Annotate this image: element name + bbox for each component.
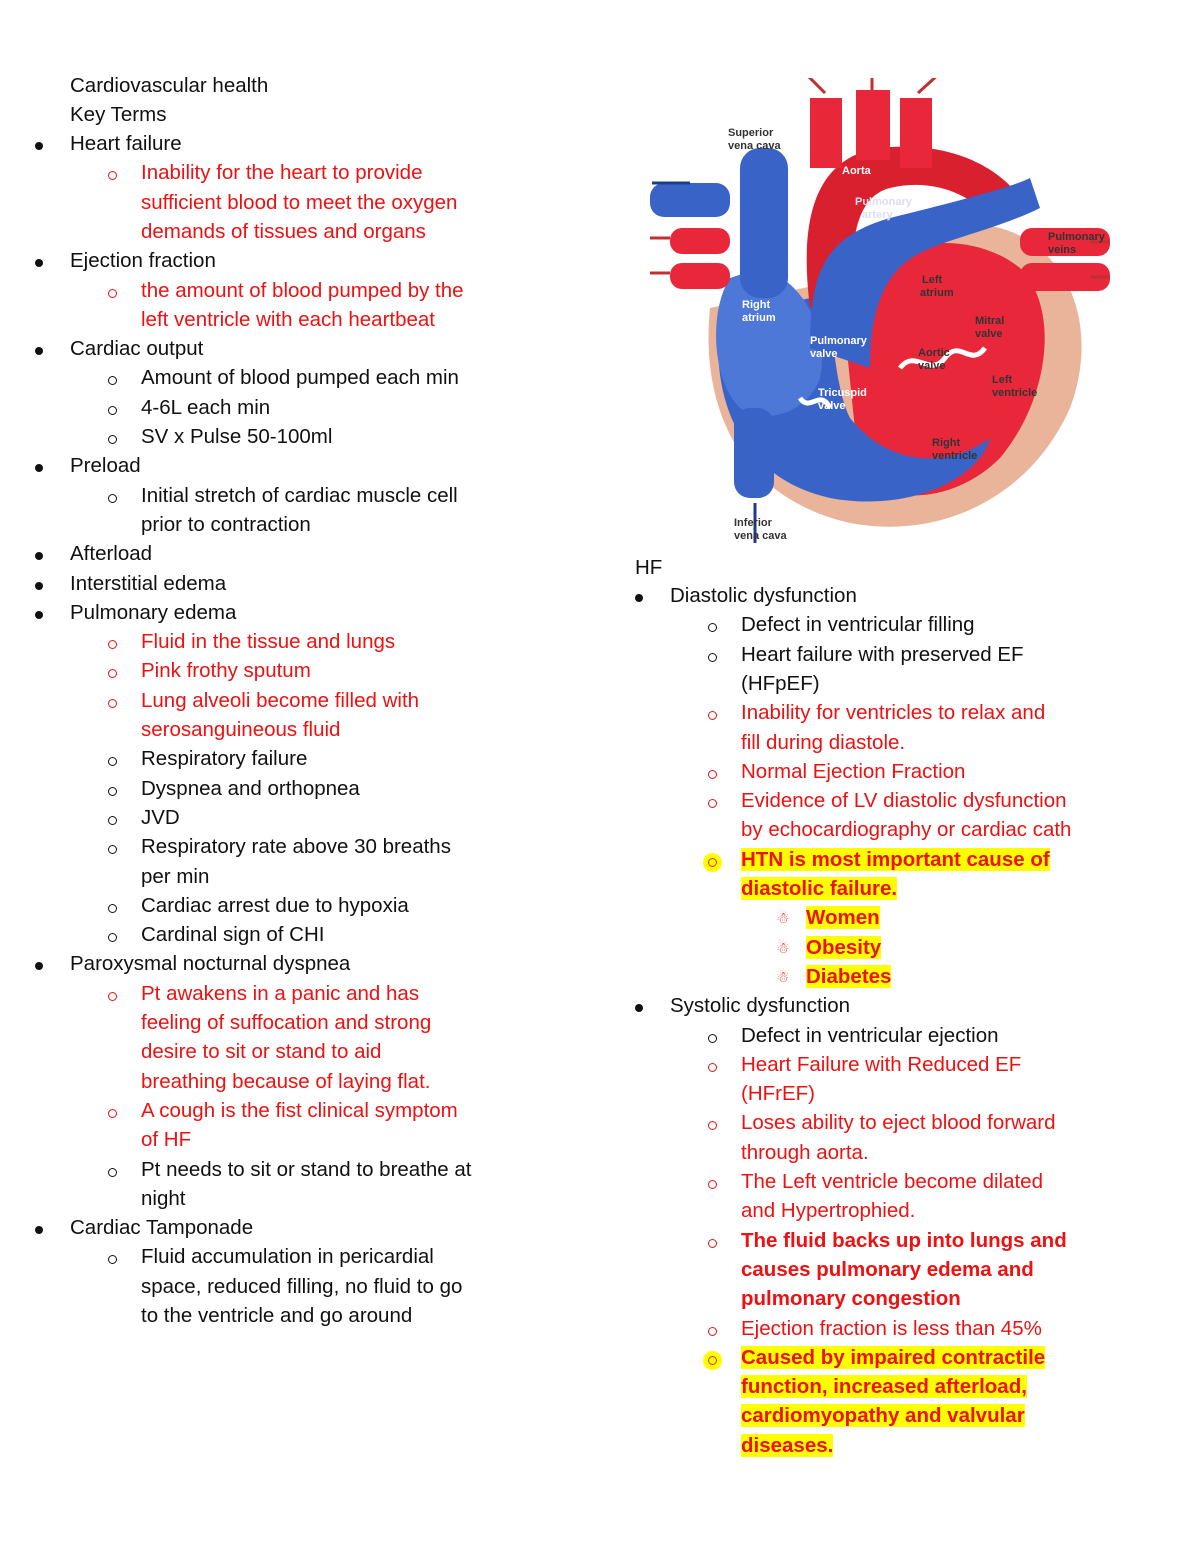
bullet-circle	[708, 711, 717, 720]
list-item-text: by echocardiography or cardiac cath	[741, 818, 1072, 842]
list-item-text: desire to sit or stand to aid	[141, 1040, 382, 1064]
label-pulmonary-valve: Pulmonary	[810, 335, 867, 347]
list-item-text: and Hypertrophied.	[741, 1199, 916, 1223]
list-item	[741, 1023, 999, 1051]
list-item	[141, 776, 360, 804]
list-item-text: Initial stretch of cardiac muscle cell	[141, 483, 458, 507]
list-item-text: diastolic failure.	[741, 877, 898, 900]
bullet-circle	[108, 289, 117, 298]
list-item	[741, 759, 965, 787]
list-item	[141, 1069, 430, 1097]
list-item-text: Heart Failure with Reduced EF	[741, 1052, 1022, 1076]
list-item-text: Loses ability to eject blood forward	[741, 1111, 1056, 1135]
bullet-dot	[635, 1004, 643, 1012]
list-item-text: demands of tissues and organs	[141, 219, 426, 243]
list-item-text: Preload	[70, 454, 141, 478]
bullet-dot	[35, 142, 43, 150]
list-item-text: Normal Ejection Fraction	[741, 759, 966, 783]
list-item	[141, 1157, 471, 1185]
list-item	[141, 864, 209, 892]
label-aortic-valve: Aortic	[918, 347, 950, 359]
list-item	[141, 1098, 458, 1126]
bullet-circle	[108, 171, 117, 180]
bullet-circle	[708, 1121, 717, 1130]
bullet-circle	[108, 757, 117, 766]
doc-subtitle: Key Terms	[70, 103, 167, 126]
list-item-text: Ejection fraction is less than 45%	[741, 1316, 1042, 1340]
bullet-circle	[108, 699, 117, 708]
list-item	[70, 1215, 253, 1243]
list-item	[741, 1081, 815, 1109]
bullet-dot	[35, 611, 43, 619]
bullet-circle	[108, 816, 117, 825]
list-item	[141, 1303, 412, 1331]
list-item-text: of HF	[141, 1128, 192, 1152]
list-item	[741, 1433, 833, 1461]
list-item	[141, 805, 180, 833]
list-item-text: Cardiac Tamponade	[70, 1216, 254, 1240]
bullet-circle	[708, 653, 717, 662]
bullet-circle	[108, 992, 117, 1001]
list-item-text: the amount of blood pumped by the	[141, 278, 464, 302]
list-item-text: Interstitial edema	[70, 571, 227, 595]
svg-text:veins: veins	[1048, 244, 1077, 256]
label-left-atrium: Left	[922, 274, 943, 286]
bullet-circle	[108, 1168, 117, 1177]
list-item	[141, 629, 395, 657]
list-item	[741, 671, 820, 699]
list-item	[806, 905, 880, 933]
list-item-text: Inability for ventricles to relax and	[741, 701, 1046, 725]
list-item	[141, 1010, 431, 1038]
label-superior-vena-cava: Superior	[728, 127, 774, 139]
bullet-circle	[708, 770, 717, 779]
hf-heading: HF	[635, 556, 663, 579]
list-item-text: breathing because of laying flat.	[141, 1069, 431, 1093]
list-item	[141, 981, 419, 1009]
list-item-text: Diastolic dysfunction	[670, 584, 857, 607]
bullet-circle	[108, 787, 117, 796]
list-item-text: fill during diastole.	[741, 730, 906, 754]
list-item	[741, 700, 1045, 728]
label-right-ventricle: Right	[932, 437, 961, 449]
list-item	[70, 600, 236, 628]
list-item-text: Lung alveoli become filled with	[141, 688, 420, 712]
bullet-circle	[708, 1327, 717, 1336]
bullet-dot	[635, 594, 643, 602]
bullet-dot	[35, 259, 43, 267]
list-item	[141, 395, 270, 423]
list-item-text: Respiratory failure	[141, 747, 308, 771]
list-item-text: Cardinal sign of CHI	[141, 923, 325, 947]
bullet-dot	[35, 962, 43, 970]
list-item	[741, 1316, 1042, 1344]
bullet-circle	[708, 1239, 717, 1248]
list-item-text: Pink frothy sputum	[141, 659, 311, 683]
pulmonary-vein-4	[670, 263, 730, 289]
wingding-bullet-icon: ☃	[776, 939, 790, 957]
list-item	[741, 1198, 915, 1226]
label-aorta: Aorta	[842, 165, 871, 177]
bullet-circle	[108, 640, 117, 649]
list-item-text: Systolic dysfunction	[670, 994, 851, 1018]
list-item	[741, 1169, 1043, 1197]
list-item	[741, 612, 975, 640]
bullet-circle	[708, 858, 717, 867]
list-item	[70, 571, 226, 599]
list-item	[70, 248, 216, 276]
bullet-dot	[35, 347, 43, 355]
list-item-text: per min	[141, 864, 210, 888]
label-pulmonary-artery: Pulmonary	[855, 196, 912, 208]
bullet-circle	[108, 933, 117, 942]
list-item	[141, 190, 457, 218]
svg-text:valve: valve	[918, 360, 946, 372]
list-item-text: Cardiac output	[70, 337, 204, 361]
bullet-circle	[108, 494, 117, 503]
list-item	[141, 893, 409, 921]
bullet-circle	[108, 406, 117, 415]
list-item-text: through aorta.	[741, 1140, 869, 1164]
list-item	[741, 817, 1071, 845]
list-item	[141, 278, 464, 306]
bullet-circle	[708, 623, 717, 632]
list-item	[70, 541, 152, 569]
list-item-text: Pulmonary edema	[70, 600, 237, 624]
list-item-text: causes pulmonary edema and	[741, 1257, 1034, 1281]
list-item-text: Defect in ventricular ejection	[741, 1023, 999, 1047]
heart-diagram	[650, 78, 1130, 548]
svg-text:vena cava: vena cava	[734, 530, 787, 542]
svg-text:valve: valve	[810, 348, 838, 360]
list-item	[70, 336, 203, 364]
list-item-text: left ventricle with each heartbeat	[141, 307, 435, 331]
pulmonary-vein-3	[670, 228, 730, 254]
list-item-text: (HFpEF)	[741, 671, 820, 695]
list-item	[141, 160, 422, 188]
svg-text:artery: artery	[862, 209, 893, 221]
bullet-circle	[708, 799, 717, 808]
svg-text:ventricle: ventricle	[932, 450, 978, 462]
aorta-branch-3	[900, 98, 932, 168]
list-item	[741, 1374, 1027, 1402]
list-item-text: Respiratory rate above 30 breaths	[141, 835, 451, 859]
left-pulmonary-branch	[650, 183, 730, 217]
list-item-text: Cardiac arrest due to hypoxia	[141, 893, 409, 917]
list-item-text: Heart failure with preserved EF	[741, 642, 1024, 666]
list-item-text: Defect in ventricular filling	[741, 613, 975, 637]
list-item	[141, 1244, 434, 1272]
bullet-circle	[108, 1109, 117, 1118]
list-item-text: Obesity	[806, 935, 882, 959]
list-item-text: to the ventricle and go around	[141, 1304, 413, 1327]
list-item-text: diseases.	[741, 1433, 834, 1457]
label-inferior-vena-cava: Inferior	[734, 517, 772, 529]
list-item	[670, 583, 857, 611]
list-item	[741, 1403, 1025, 1431]
list-item-text: HTN is most important cause of	[741, 847, 1050, 871]
list-item	[741, 1257, 1034, 1285]
list-item	[141, 1039, 381, 1067]
svg-text:vena cava: vena cava	[728, 140, 781, 152]
svg-text:valve: valve	[818, 400, 846, 412]
list-item	[141, 219, 426, 247]
list-item-text: pulmonary congestion	[741, 1287, 961, 1311]
aorta-branch-2	[856, 90, 890, 160]
list-item-text: The fluid backs up into lungs and	[741, 1228, 1067, 1252]
list-item-text: Ejection fraction	[70, 249, 216, 273]
label-tricuspid-valve: Tricuspid	[818, 387, 867, 399]
list-item	[741, 876, 897, 904]
list-item	[141, 365, 459, 393]
list-item-text: JVD	[141, 805, 180, 829]
list-item	[806, 964, 891, 992]
wingding-bullet-icon: ☃	[776, 910, 790, 928]
list-item-text: night	[141, 1186, 186, 1210]
list-item	[70, 453, 141, 481]
bullet-circle	[108, 1255, 117, 1264]
list-item	[70, 131, 182, 159]
bullet-circle	[708, 1034, 717, 1043]
list-item	[141, 688, 419, 716]
list-item	[741, 1228, 1067, 1256]
bullet-circle	[108, 435, 117, 444]
list-item	[670, 993, 850, 1021]
list-item-text: feeling of suffocation and strong	[141, 1011, 432, 1034]
list-item-text: A cough is the fist clinical symptom	[141, 1098, 458, 1122]
inferior-vena-cava-shape	[734, 408, 774, 498]
list-item	[141, 717, 340, 745]
list-item	[806, 935, 881, 963]
list-item	[741, 1140, 869, 1168]
label-right-atrium: Right	[742, 299, 771, 311]
list-item-text: Pt needs to sit or stand to breathe at	[141, 1157, 472, 1181]
bullet-circle	[708, 1063, 717, 1072]
wingding-bullet-icon: ☃	[776, 968, 790, 986]
list-item-text: 4-6L each min	[141, 395, 271, 419]
list-item-text: (HFrEF)	[741, 1082, 816, 1106]
list-item-text: Fluid in the tissue and lungs	[141, 630, 396, 654]
list-item-text: prior to contraction	[141, 512, 311, 536]
bullet-circle	[108, 669, 117, 678]
bullet-dot	[35, 552, 43, 560]
label-pulmonary-veins: Pulmonary	[1048, 231, 1105, 243]
list-item-text: space, reduced filling, no fluid to go	[141, 1274, 463, 1298]
list-item-text: Evidence of LV diastolic dysfunction	[741, 789, 1067, 813]
list-item	[741, 1110, 1056, 1138]
bullet-circle	[108, 376, 117, 385]
bullet-circle	[108, 904, 117, 913]
list-item	[741, 1345, 1045, 1373]
svg-text:ventricle: ventricle	[992, 387, 1038, 399]
bullet-dot	[35, 1226, 43, 1234]
list-item	[141, 307, 435, 335]
doc-title: Cardiovascular health	[70, 74, 269, 97]
svg-text:valve: valve	[975, 328, 1003, 340]
list-item-text: SV x Pulse 50-100ml	[141, 425, 333, 448]
list-item	[141, 483, 458, 511]
bullet-dot	[35, 582, 43, 590]
list-item-text: The Left ventricle become dilated	[741, 1170, 1043, 1193]
list-item	[141, 424, 332, 452]
list-item	[141, 922, 324, 950]
list-item	[141, 658, 311, 686]
list-item-text: cardiomyopathy and valvular	[741, 1404, 1025, 1428]
svg-text:atrium: atrium	[742, 312, 776, 324]
list-item-text: Afterload	[70, 542, 153, 566]
list-item	[141, 746, 307, 774]
list-item	[70, 951, 350, 979]
list-item-text: Fluid accumulation in pericardial	[141, 1245, 434, 1269]
aorta-branch-1	[810, 98, 842, 168]
list-item	[141, 834, 451, 862]
svg-text:atrium: atrium	[920, 287, 954, 299]
list-item	[141, 1274, 462, 1302]
list-item	[141, 512, 311, 540]
list-item-text: Inability for the heart to provide	[141, 161, 423, 185]
list-item	[741, 730, 905, 758]
bullet-circle	[708, 1356, 717, 1365]
list-item-text: Caused by impaired contractile	[741, 1345, 1046, 1369]
superior-vena-cava-shape	[740, 148, 788, 298]
list-item-text: Amount of blood pumped each min	[141, 366, 459, 390]
list-item-text: serosanguineous fluid	[141, 718, 341, 741]
list-item-text: Heart failure	[70, 132, 182, 155]
list-item-text: Women	[806, 906, 880, 930]
list-item-text: sufficient blood to meet the oxygen	[141, 190, 458, 214]
list-item	[741, 788, 1067, 816]
list-item	[741, 642, 1024, 670]
list-item-text: Diabetes	[806, 964, 892, 988]
list-item	[741, 1286, 961, 1314]
list-item	[141, 1127, 191, 1155]
bullet-circle	[708, 1180, 717, 1189]
label-mitral-valve: Mitral	[975, 315, 1005, 327]
list-item	[741, 1052, 1021, 1080]
list-item-text: Dyspnea and orthopnea	[141, 776, 360, 800]
label-left-ventricle: Left	[992, 374, 1013, 386]
list-item-text: function, increased afterload,	[741, 1375, 1027, 1399]
list-item-text: Paroxysmal nocturnal dyspnea	[70, 952, 351, 976]
list-item-text: Pt awakens in a panic and has	[141, 981, 420, 1005]
bullet-dot	[35, 464, 43, 472]
list-item	[141, 1186, 185, 1214]
bullet-circle	[108, 845, 117, 854]
list-item	[741, 847, 1050, 875]
